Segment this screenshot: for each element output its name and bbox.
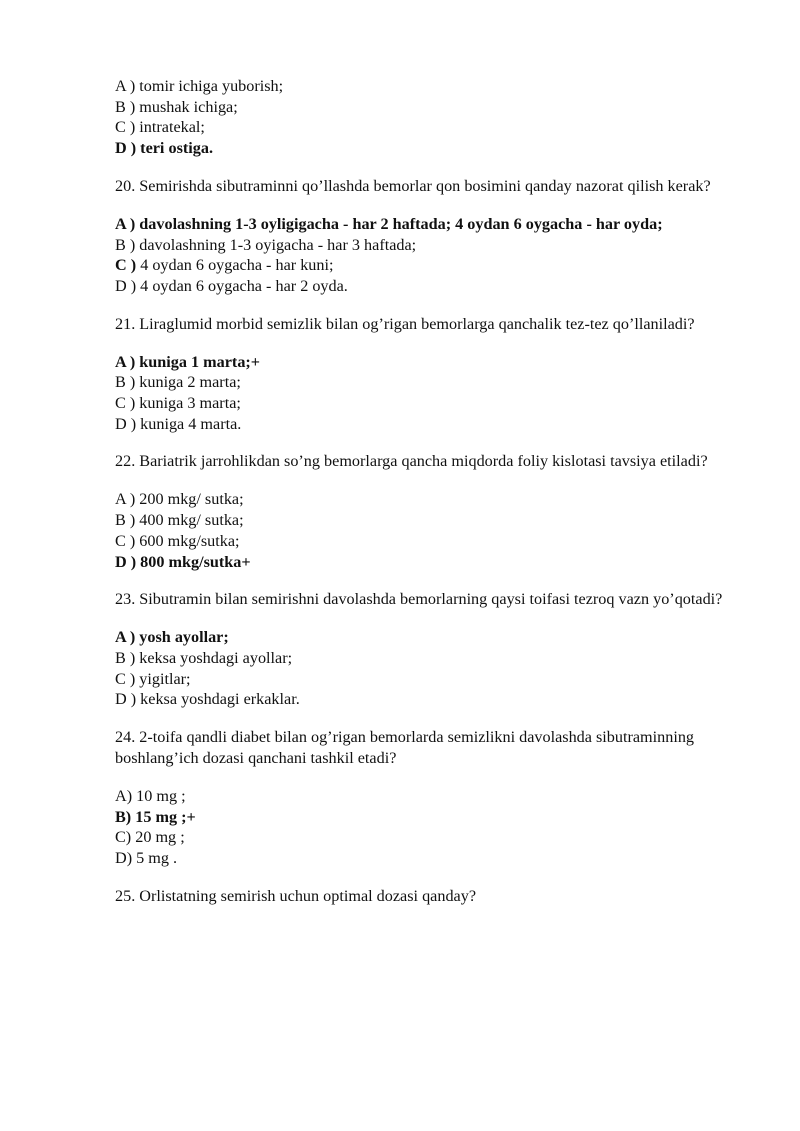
option-c <box>115 255 735 276</box>
option-a-correct: A ) davolashning 1-3 oyligigacha - har 2 haftada; 4 oydan 6 oygacha - har oyda; <box>115 214 663 233</box>
option-b-correct: B) 15 mg ;+ <box>115 807 196 826</box>
question-text: 22. Bariatrik jarrohlikdan so’ng bemorlarga qancha miqdorda foliy kislotasi tavsiya etiladi? <box>115 452 708 471</box>
option-c: C ) 600 mkg/sutka; <box>115 531 240 550</box>
option-c: C ) kuniga 3 marta; <box>115 394 241 413</box>
document-page <box>115 76 735 924</box>
option-b: B ) mushak ichiga; <box>115 97 238 116</box>
question-block-20 <box>115 176 735 297</box>
option-d: D ) 4 oydan 6 oygacha - har 2 oyda. <box>115 276 348 295</box>
question-block-24 <box>115 727 735 869</box>
option-d-correct: D ) teri ostiga. <box>115 139 213 158</box>
option-b: B ) 400 mkg/ sutka; <box>115 511 244 530</box>
option-c: C ) yigitlar; <box>115 669 191 688</box>
option-d: D ) kuniga 4 marta. <box>115 414 242 433</box>
question-text: 24. 2-toifa qandli diabet bilan og’rigan bemorlarda semizlikni davolashda sibutraminning boshlang’ich dozasi qanchani tashkil etadi? <box>115 728 695 768</box>
option-c-prefix: C ) <box>115 256 137 275</box>
option-c-text: 4 oydan 6 oygacha - har kuni; <box>136 256 334 275</box>
option-c: C) 20 mg ; <box>115 828 185 847</box>
question-text: 20. Semirishda sibutraminni qo’llashda bemorlar qon bosimini qanday nazorat qilish kerak? <box>115 176 711 195</box>
question-text: 21. Liraglumid morbid semizlik bilan og’rigan bemorlarga qanchalik tez-tez qo’llaniladi? <box>115 314 695 333</box>
option-a: A ) tomir ichiga yuborish; <box>115 77 284 95</box>
option-b: B ) kuniga 2 marta; <box>115 373 241 392</box>
option-b: B ) keksa yoshdagi ayollar; <box>115 648 293 667</box>
option-c: C ) intratekal; <box>115 118 205 137</box>
question-text: 25. Orlistatning semirish uchun optimal dozasi qanday? <box>115 886 477 905</box>
question-block-19 <box>115 76 735 159</box>
option-d-correct: D ) 800 mkg/sutka+ <box>115 552 251 571</box>
option-b: B ) davolashning 1-3 oyigacha - har 3 haftada; <box>115 235 417 254</box>
question-block-21 <box>115 314 735 435</box>
question-block-22 <box>115 451 735 572</box>
question-block-25 <box>115 886 735 907</box>
option-a: A ) 200 mkg/ sutka; <box>115 490 244 509</box>
option-a: A) 10 mg ; <box>115 787 186 806</box>
question-block-23 <box>115 589 735 710</box>
option-a-correct: A ) yosh ayollar; <box>115 628 229 647</box>
option-a-correct: A ) kuniga 1 marta;+ <box>115 352 261 371</box>
question-text: 23. Sibutramin bilan semirishni davolashda bemorlarning qaysi toifasi tezroq vazn yo’qotadi? <box>115 590 723 609</box>
option-d: D ) keksa yoshdagi erkaklar. <box>115 690 300 709</box>
option-d: D) 5 mg . <box>115 849 178 868</box>
